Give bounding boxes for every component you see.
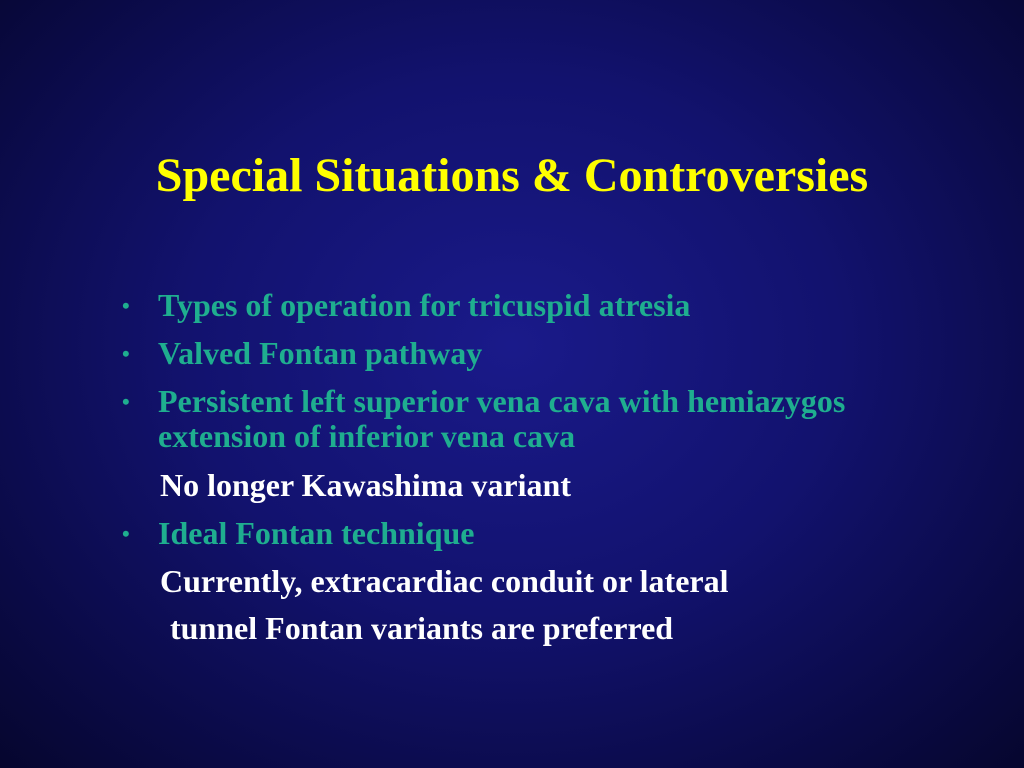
bullet-item <box>118 384 978 454</box>
bullet-dot-icon: • <box>122 389 130 414</box>
bullet-text: Ideal Fontan technique <box>158 515 475 551</box>
slide-title: Special Situations & Controversies <box>155 149 869 202</box>
bullet-item <box>118 516 978 551</box>
bullet-dot-icon: • <box>122 341 130 366</box>
bullet-text: Valved Fontan pathway <box>158 335 483 371</box>
bullet-item <box>118 288 978 323</box>
bullet-dot-icon: • <box>122 293 130 318</box>
bullet-text: Persistent left superior vena cava with hemiazygos extension of inferior vena cava <box>158 383 846 454</box>
slide-body <box>118 288 978 659</box>
bullet-text: Types of operation for tricuspid atresia <box>158 287 691 323</box>
sub-note: tunnel Fontan variants are preferred <box>170 610 674 646</box>
bullet-dot-icon: • <box>122 521 130 546</box>
sub-note: No longer Kawashima variant <box>160 467 571 503</box>
sub-note: Currently, extracardiac conduit or lateral <box>160 563 729 599</box>
bullet-item <box>118 336 978 371</box>
